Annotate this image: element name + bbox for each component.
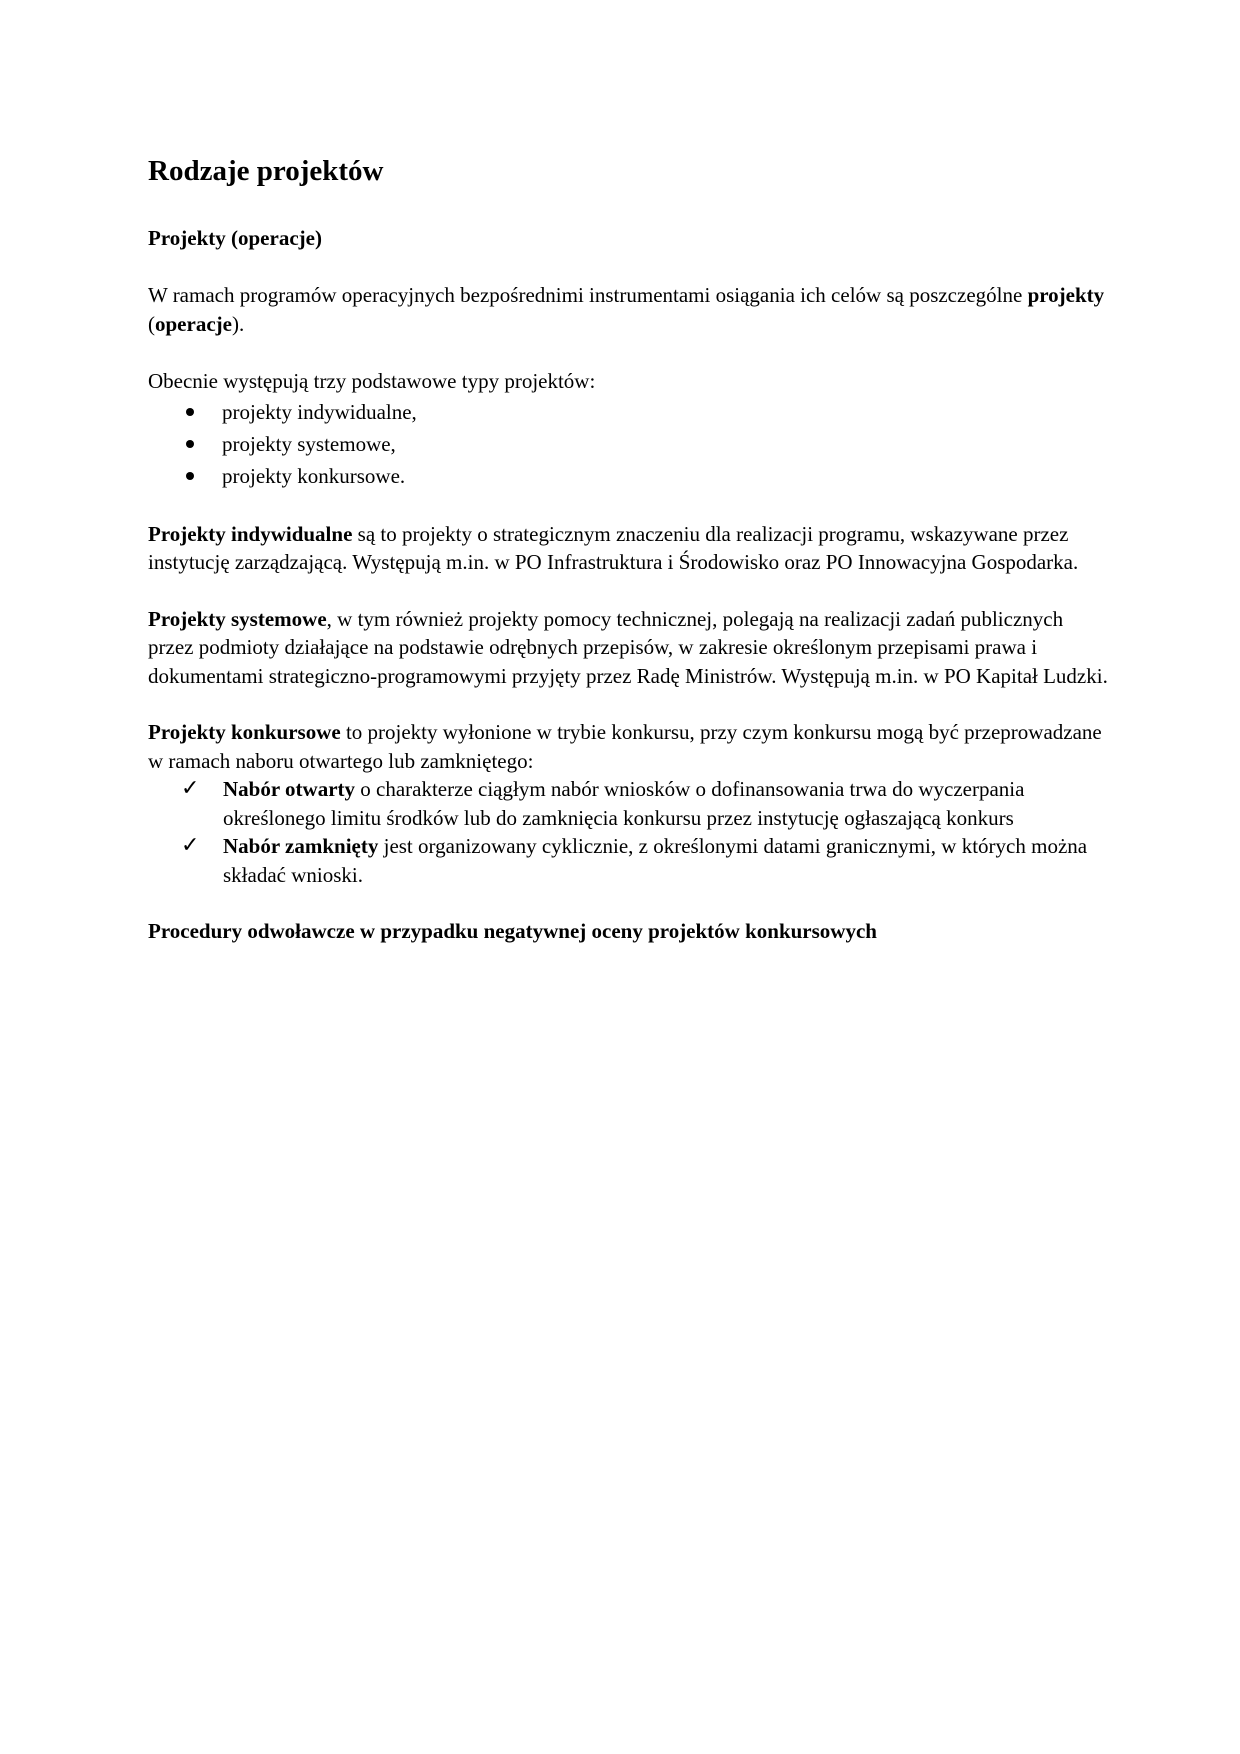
paragraph-text: ). [231,311,245,336]
list-item-text: jest organizowany cyklicznie, z określonymi datami granicznymi, w których można składać wnioski. [223,834,1088,887]
document-title: Rodzaje projektów [148,155,384,187]
project-types-list [148,396,1108,492]
list-item [148,775,1108,832]
paragraph-text: , w tym również projekty pomocy technicznej, polegają na realizacji zadań publicznych przez podmioty działające na podstawie odrębnych przepisów, w zakresie określonym przepisami prawa i dokumentami strategiczno-programowymi przyjęty przez Radę Ministrów. Występują m.in. w PO Kapitał Ludzki. [148,606,1108,688]
list-item [148,460,1108,492]
paragraph-text: są to projekty o strategicznym znaczeniu dla realizacji programu, wskazywane przez instytucję zarządzającą. Występują m.in. w PO Infrastruktura i Środowisko oraz PO Innowacyjna Gospodarka. [148,521,1079,574]
paragraph-types-intro: Obecnie występują trzy podstawowe typy projektów: [148,369,596,393]
paragraph-competition-projects [148,718,1108,775]
checkmark-icon: ✓ [181,776,200,801]
bold-term: Nabór zamknięty [223,834,379,858]
list-item-text: o charakterze ciągłym nabór wniosków o dofinansowania trwa do wyczerpania określonego limitu środków lub do zamknięcia konkursu przez instytucję ogłaszającą konkurs [223,777,1025,830]
paragraph-text: to projekty wyłonione w trybie konkursu, przy czym konkursu mogą być przeprowadzane w ramach naboru otwartego lub zamkniętego: [148,720,1102,773]
list-item [148,396,1108,428]
list-item [148,428,1108,460]
checkmark-icon: ✓ [181,833,200,858]
recruitment-types-list [148,775,1108,889]
document-page [148,140,1108,945]
list-item-text: projekty indywidualne, [222,399,417,424]
bold-term: operacje [155,311,232,336]
list-item [148,832,1108,889]
bold-term: Nabór otwarty [223,777,356,801]
bold-term: Projekty indywidualne [148,521,353,546]
bold-term: projekty [1027,283,1105,307]
bullet-dot-icon [186,408,194,416]
section-heading-projects: Projekty (operacje) [148,226,322,250]
bold-term: Projekty konkursowe [148,720,341,744]
section-heading-appeal-procedures: Procedury odwoławcze w przypadku negatywnej oceny projektów konkursowych [148,919,877,943]
list-item-text: projekty systemowe, [222,431,396,456]
paragraph-individual-projects [148,520,1108,577]
bullet-dot-icon [186,472,194,480]
bullet-dot-icon [186,440,194,448]
list-item-text: projekty konkursowe. [222,463,406,488]
paragraph-text: ( [148,311,155,336]
bold-term: Projekty systemowe [148,606,327,631]
paragraph-systemic-projects [148,605,1108,691]
paragraph-text: W ramach programów operacyjnych bezpośrednimi instrumentami osiągania ich celów są poszczególne [148,283,1028,307]
paragraph-intro [148,281,1108,338]
